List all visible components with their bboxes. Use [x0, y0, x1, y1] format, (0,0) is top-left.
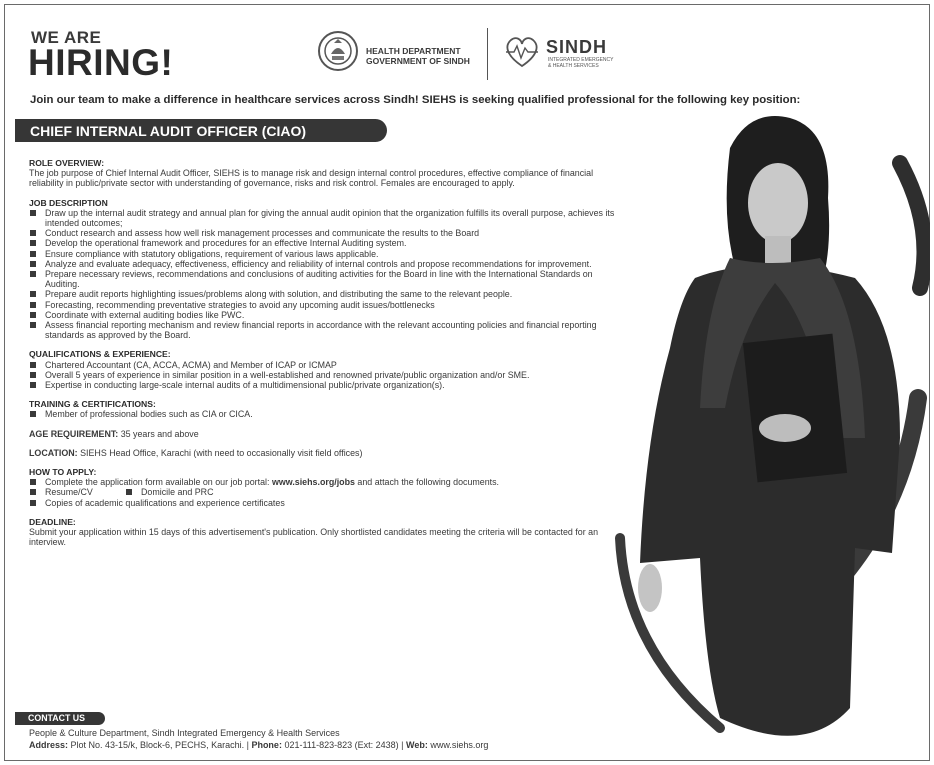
list-item-text: Overall 5 years of experience in similar position in a well-established and renowned private/public organization and/or SME. [45, 369, 530, 380]
woman-portrait-image [600, 108, 930, 760]
apply-list [29, 477, 619, 508]
job-description-list [29, 208, 619, 341]
contact-details [29, 740, 488, 750]
list-item-text: Prepare audit reports highlighting issues/problems along with solution, and distributing the same to the relevant people. [45, 289, 513, 300]
bullet-icon [30, 261, 36, 267]
location-label: LOCATION: [29, 447, 78, 458]
siehs-subtitle-2: & HEALTH SERVICES [548, 63, 599, 69]
phone-label: Phone: [251, 740, 282, 750]
list-item [29, 208, 619, 228]
list-item-text: Develop the operational framework and procedures for an effective Internal Auditing system. [45, 238, 407, 249]
bullet-icon [30, 271, 36, 277]
bullet-icon [30, 251, 36, 257]
bullet-icon [30, 230, 36, 236]
contact-department: People & Culture Department, Sindh Integrated Emergency & Health Services [29, 728, 340, 738]
list-item [29, 320, 619, 340]
list-item [29, 370, 619, 380]
list-item [29, 477, 619, 487]
web-link[interactable]: www.siehs.org [427, 740, 489, 750]
bullet-icon [30, 312, 36, 318]
position-title: CHIEF INTERNAL AUDIT OFFICER (CIAO) [30, 123, 307, 139]
document-item [125, 487, 281, 497]
deadline-heading: DEADLINE: [29, 516, 76, 527]
role-overview-text: The job purpose of Chief Internal Audit Officer, SIEHS is to manage risk and design internal control procedures, effective compliance of financial reliability in public/private sector with understanding of governance, risks and risk control. Females are encouraged to apply. [29, 168, 594, 189]
document-item [29, 487, 125, 497]
list-item [29, 289, 619, 299]
dept-line-2: GOVERNMENT OF SINDH [366, 56, 470, 66]
apply-text: Complete the application form available on our job portal: [45, 477, 272, 488]
sindh-wordmark: SINDH [546, 37, 608, 57]
list-item-text: Analyze and evaluate adequacy, effectiveness, efficiency and reliability of internal controls and propose recommendations for improvement. [45, 258, 592, 269]
intro-text: Join our team to make a difference in healthcare services across Sindh! SIEHS is seeking qualified professional for the following key position: [30, 94, 801, 106]
list-item [29, 249, 619, 259]
hiring-headline: HIRING! [28, 42, 174, 83]
list-item [29, 269, 619, 289]
list-item [29, 498, 619, 508]
list-item [29, 409, 619, 419]
age-label: AGE REQUIREMENT: [29, 428, 119, 439]
address-label: Address: [29, 740, 69, 750]
siehs-logo-icon [502, 34, 542, 70]
list-item-text: Member of professional bodies such as CIA or CICA. [45, 409, 253, 420]
phone-value: 021-111-823-823 (Ext: 2438) | [281, 740, 407, 750]
logo-divider [487, 28, 488, 80]
web-label: Web: [406, 740, 428, 750]
list-item-text: Conduct research and assess how well risk management processes and communicate the results to the Board [45, 228, 480, 239]
how-to-apply-heading: HOW TO APPLY: [29, 467, 97, 478]
bullet-icon [30, 210, 36, 216]
address-value: Plot No. 43-15/k, Block-6, PECHS, Karachi. | [68, 740, 252, 750]
bullet-icon [30, 322, 36, 328]
location [29, 448, 619, 458]
list-item-text: Coordinate with external auditing bodies like PWC. [45, 309, 245, 320]
list-item [29, 228, 619, 238]
role-overview-heading: ROLE OVERVIEW: [29, 158, 105, 168]
list-item [29, 487, 619, 497]
health-department-label [366, 46, 470, 66]
list-item-text: Chartered Accountant (CA, ACCA, ACMA) and Member of ICAP or ICMAP [45, 359, 337, 370]
document-resume: Resume/CV [45, 487, 93, 498]
bullet-icon [30, 240, 36, 246]
bullet-icon [30, 489, 36, 495]
list-item-text: Draw up the internal audit strategy and annual plan for giving the annual audit opinion that the organization fulfills its overall purpose, achieves its intended outcomes; [45, 207, 615, 229]
bullet-icon [30, 291, 36, 297]
list-item [29, 300, 619, 310]
list-item-text: Assess financial reporting mechanism and review financial reports in accordance with the relevant accounting policies and financial reporting standards as approved by the Board. [45, 320, 597, 341]
job-portal-link[interactable]: www.siehs.org/jobs [271, 477, 355, 488]
age-value: 35 years and above [118, 428, 199, 439]
bullet-icon [30, 479, 36, 485]
bullet-icon [30, 382, 36, 388]
job-content [29, 158, 619, 548]
list-item [29, 310, 619, 320]
list-item-text: Prepare necessary reviews, recommendations and conclusions of auditing activities for the Board in line with the International Standards on Auditing. [45, 269, 593, 290]
bullet-icon [30, 411, 36, 417]
location-value: SIEHS Head Office, Karachi (with need to occasionally visit field offices) [77, 447, 363, 458]
siehs-subtitle [548, 57, 628, 69]
list-item-text: Expertise in conducting large-scale internal audits of a multidimensional public/private organization(s). [45, 380, 445, 391]
age-requirement [29, 429, 619, 439]
bullet-icon [30, 500, 36, 506]
government-seal-icon [317, 30, 359, 72]
siehs-subtitle-1: INTEGRATED EMERGENCY [548, 57, 614, 63]
list-item [29, 238, 619, 248]
training-heading: TRAINING & CERTIFICATIONS: [29, 399, 156, 410]
list-item [29, 380, 619, 390]
we-are-label: WE ARE [31, 28, 102, 47]
training-list [29, 409, 619, 419]
qualifications-heading: QUALIFICATIONS & EXPERIENCE: [29, 349, 171, 360]
dept-line-1: HEALTH DEPARTMENT [366, 46, 461, 56]
bullet-icon [30, 362, 36, 368]
document-domicile: Domicile and PRC [141, 487, 214, 498]
list-item-text: Forecasting, recommending preventative strategies to avoid any upcoming audit issues/bottlenecks [45, 299, 435, 310]
apply-text-end: and attach the following documents. [354, 477, 500, 488]
deadline-text: Submit your application within 15 days of this advertisement's publication. Only shortlisted candidates meeting the criteria will be contacted for an interview. [29, 527, 599, 548]
bullet-icon [126, 489, 132, 495]
bullet-icon [30, 302, 36, 308]
list-item-text: Ensure compliance with statutory obligations, requirement of various laws applicable. [45, 248, 379, 259]
list-item-text: Copies of academic qualifications and experience certificates [45, 497, 285, 508]
contact-heading: CONTACT US [28, 713, 86, 723]
job-description-heading: JOB DESCRIPTION [29, 197, 108, 208]
bullet-icon [30, 372, 36, 378]
list-item [29, 360, 619, 370]
list-item [29, 259, 619, 269]
qualifications-list [29, 360, 619, 391]
